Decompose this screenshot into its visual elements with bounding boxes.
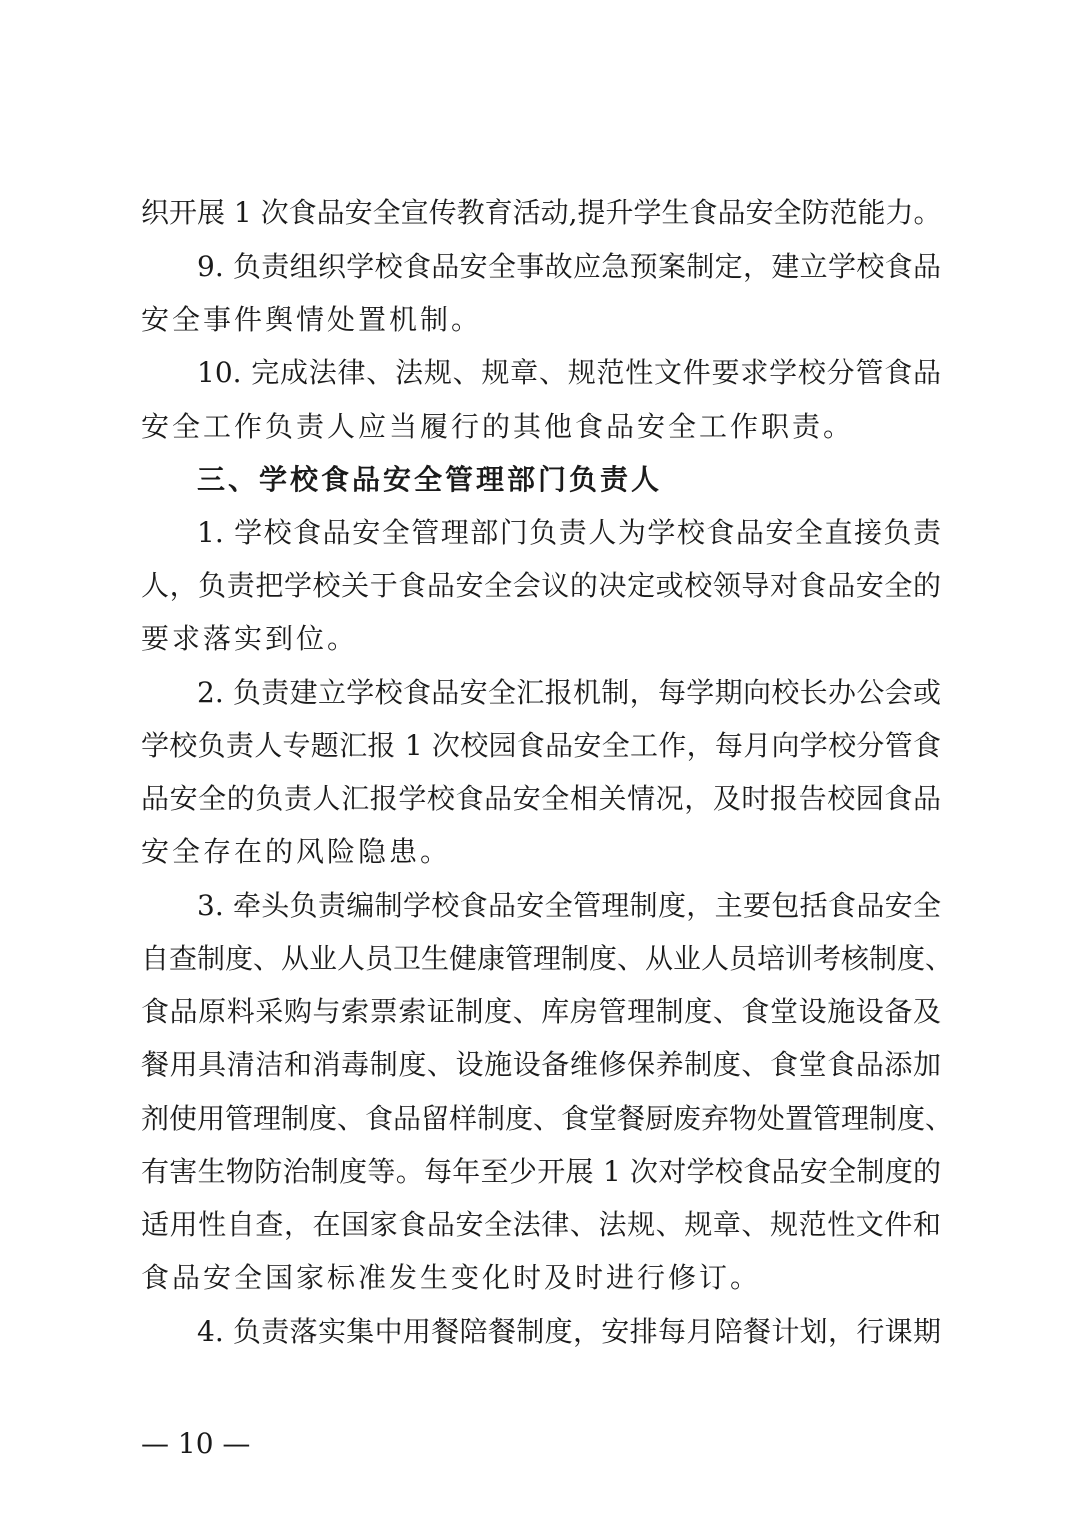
text-line: 食品安全国家标准发生变化时及时进行修订。 [141, 1261, 762, 1294]
text-line: 9. 负责组织学校食品安全事故应急预案制定，建立学校食品 [197, 250, 941, 283]
text-line: 要求落实到位。 [141, 622, 359, 655]
text-line: 1. 学校食品安全管理部门负责人为学校食品安全直接负责 [197, 516, 941, 549]
text-line: 人，负责把学校关于食品安全会议的决定或校领导对食品安全的 [141, 569, 941, 602]
text-line: 安全存在的风险隐患。 [141, 835, 452, 868]
text-line: 织开展 1 次食品安全宣传教育活动,提升学生食品安全防范能力。 [141, 196, 942, 229]
text-line: 3. 牵头负责编制学校食品安全管理制度，主要包括食品安全 [197, 889, 941, 922]
text-line: 4. 负责落实集中用餐陪餐制度，安排每月陪餐计划，行课期 [197, 1315, 941, 1348]
text-line: 10. 完成法律、法规、规章、规范性文件要求学校分管食品 [197, 356, 941, 389]
text-line: 食品原料采购与索票索证制度、库房管理制度、食堂设施设备及 [141, 995, 941, 1028]
text-line: 餐用具清洁和消毒制度、设施设备维修保养制度、食堂食品添加 [141, 1048, 941, 1081]
section-heading: 三、学校食品安全管理部门负责人 [197, 463, 663, 496]
text-line: 学校负责人专题汇报 1 次校园食品安全工作，每月向学校分管食 [141, 729, 941, 762]
text-line: 安全工作负责人应当履行的其他食品安全工作职责。 [141, 410, 855, 443]
text-line: 安全事件舆情处置机制。 [141, 303, 483, 336]
text-line: 2. 负责建立学校食品安全汇报机制，每学期向校长办公会或 [197, 676, 941, 709]
page-number: — 10 — [141, 1427, 251, 1460]
text-line: 适用性自查，在国家食品安全法律、法规、规章、规范性文件和 [141, 1208, 941, 1241]
text-line: 品安全的负责人汇报学校食品安全相关情况，及时报告校园食品 [141, 782, 941, 815]
text-line: 有害生物防治制度等。每年至少开展 1 次对学校食品安全制度的 [141, 1155, 941, 1188]
text-line: 自查制度、从业人员卫生健康管理制度、从业人员培训考核制度、 [141, 942, 954, 975]
text-line: 剂使用管理制度、食品留样制度、食堂餐厨废弃物处置管理制度、 [141, 1102, 954, 1135]
